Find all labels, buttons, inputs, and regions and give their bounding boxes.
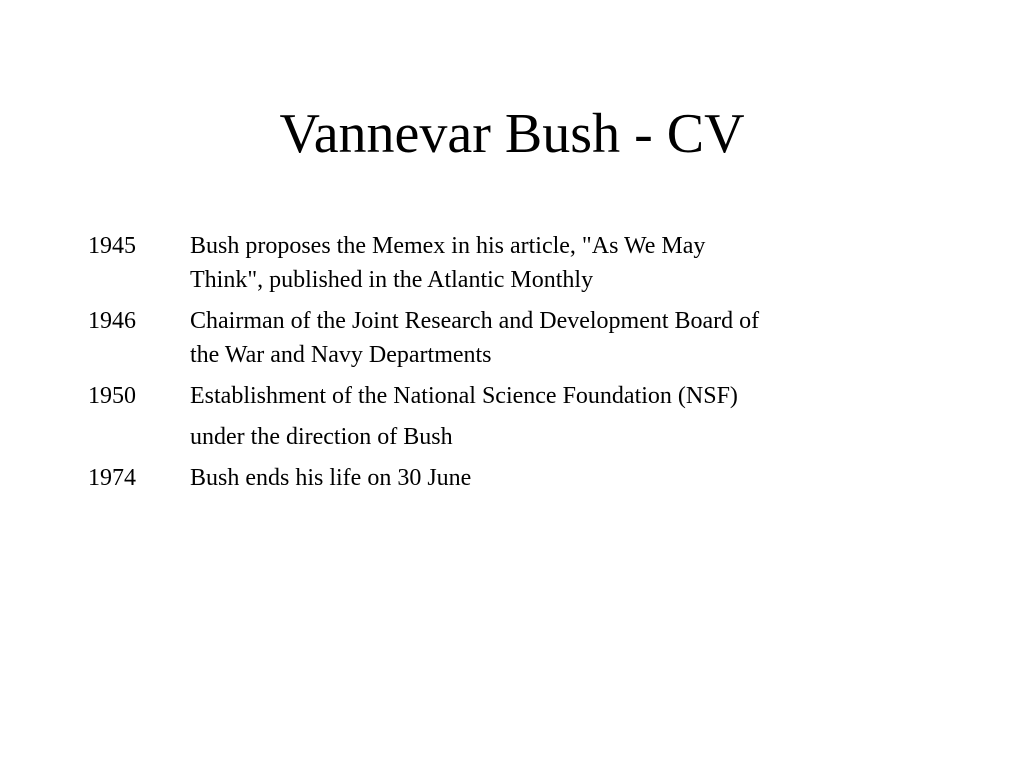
entry-year: 1945 <box>88 233 136 259</box>
entry-description <box>190 461 880 495</box>
entry-text-line: Chairman of the Joint Research and Development Board of <box>190 308 760 334</box>
entry-year: 1950 <box>88 383 136 409</box>
entry-year: 1946 <box>88 308 136 334</box>
timeline-entry <box>88 379 888 454</box>
entry-description <box>190 304 880 372</box>
timeline-entry <box>88 229 888 297</box>
entry-text-line: Bush ends his life on 30 June <box>190 465 472 491</box>
entry-text-line: under the direction of Bush <box>190 424 453 450</box>
entry-text-line: Establishment of the National Science Foundation (NSF) <box>190 383 738 409</box>
entry-description <box>190 379 880 454</box>
entry-description <box>190 229 880 297</box>
timeline-entry <box>88 304 888 372</box>
entry-year: 1974 <box>88 465 136 491</box>
slide-title: Vannevar Bush - CV <box>279 103 745 165</box>
cv-timeline <box>88 229 888 502</box>
entry-text-line: Bush proposes the Memex in his article, "As We May <box>190 233 706 259</box>
timeline-entry <box>88 461 888 495</box>
entry-text-line: Think", published in the Atlantic Monthly <box>190 267 594 293</box>
entry-text-line: the War and Navy Departments <box>190 342 492 368</box>
